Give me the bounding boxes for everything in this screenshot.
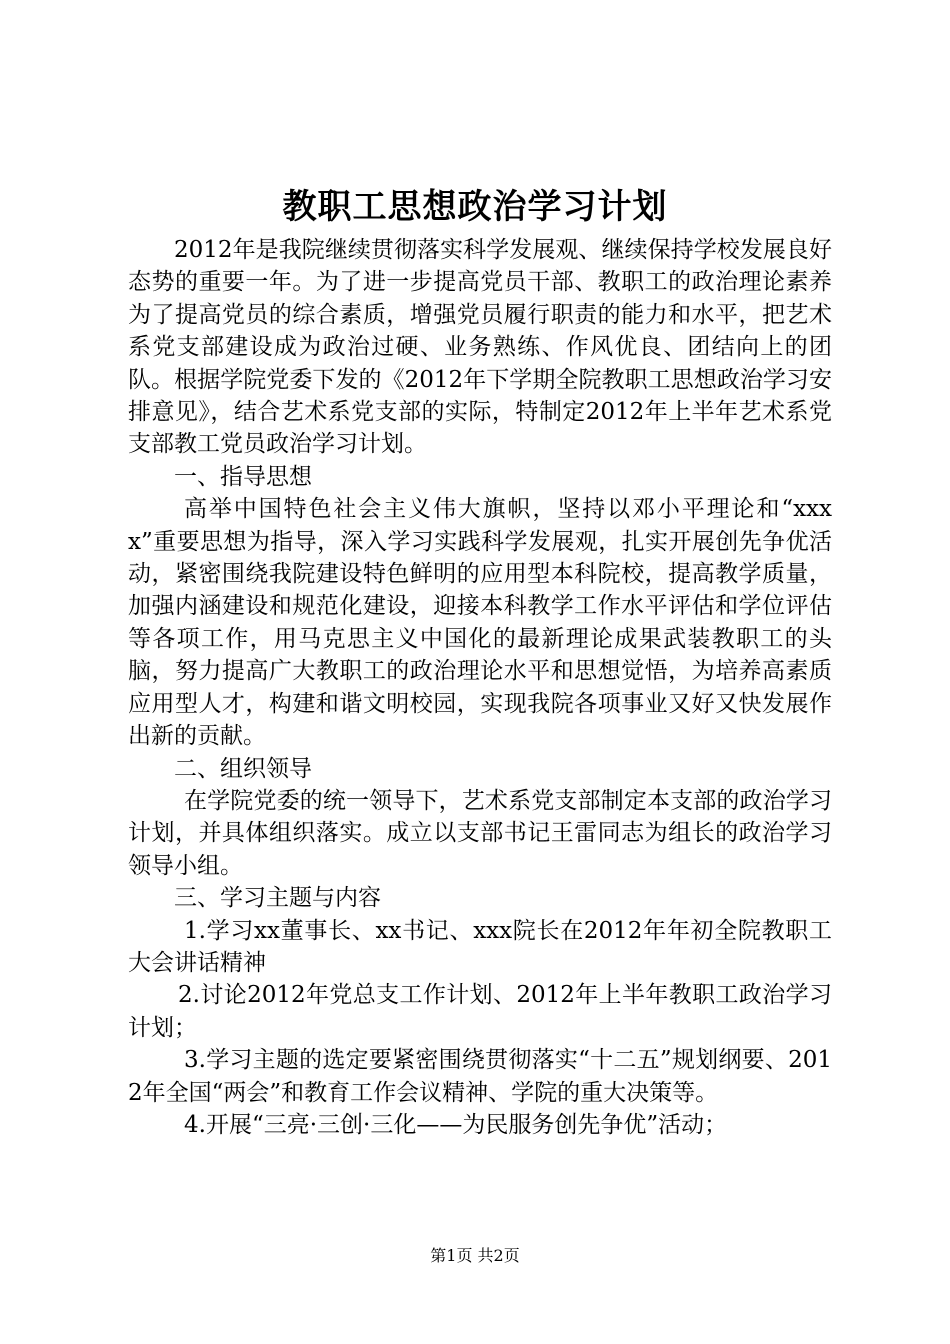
topic-item-3: 3.学习主题的选定要紧密围绕贯彻落实“十二五”规划纲要、2012年全国“两会”和教育工作会议精神、学院的重大决策等。 bbox=[128, 1047, 832, 1106]
page-number-footer: 第1页 共2页 bbox=[430, 1246, 520, 1265]
document-title: 教职工思想政治学习计划 bbox=[282, 187, 668, 227]
topic-item-4: 4.开展“三亮·三创·三化——为民服务创先争优”活动； bbox=[184, 1111, 728, 1138]
section-heading-organization: 二、组织领导 bbox=[174, 755, 312, 782]
topic-item-1: 1.学习xx董事长、xx书记、xxx院长在2012年年初全院教职工大会讲话精神 bbox=[128, 917, 832, 976]
document-body bbox=[128, 234, 832, 1141]
topic-item-2: 2.讨论2012年党总支工作计划、2012年上半年教职工政治学习计划； bbox=[128, 982, 832, 1041]
guiding-thought-paragraph: 高举中国特色社会主义伟大旗帜，坚持以邓小平理论和“xxxx”重要思想为指导，深入学习实践科学发展观，扎实开展创先争优活动，紧密围绕我院建设特色鲜明的应用型本科院校，提高教学质量，加强内涵建设和规范化建设，迎接本科教学工作水平评估和学位评估等各项工作，用马克思主义中国化的最新理论成果武装教职工的头脑，努力提高广大教职工的政治理论水平和思想觉悟，为培养高素质应用型人才，构建和谐文明校园，实现我院各项事业又好又快发展作出新的贡献。 bbox=[128, 496, 832, 750]
section-heading-guiding-thought: 一、指导思想 bbox=[174, 463, 312, 490]
organization-paragraph: 在学院党委的统一领导下，艺术系党支部制定本支部的政治学习计划，并具体组织落实。成立以支部书记王雷同志为组长的政治学习领导小组。 bbox=[128, 787, 832, 879]
section-heading-topics: 三、学习主题与内容 bbox=[174, 885, 381, 912]
intro-paragraph: 2012年是我院继续贯彻落实科学发展观、继续保持学校发展良好态势的重要一年。为了进一步提高党员干部、教职工的政治理论素养为了提高党员的综合素质，增强党员履行职责的能力和水平，把艺术系党支部建设成为政治过硬、业务熟练、作风优良、团结向上的团队。根据学院党委下发的《2012年下学期全院教职工思想政治学习安排意见》，结合艺术系党支部的实际，特制定2012年上半年艺术系党支部教工党员政治学习计划。 bbox=[128, 237, 832, 458]
